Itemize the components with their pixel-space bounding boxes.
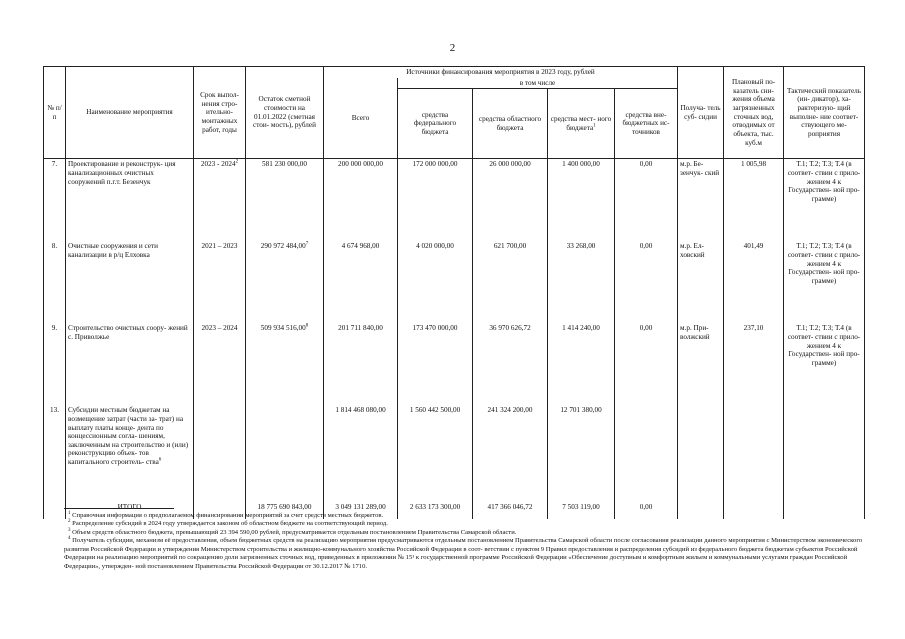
row-tactical: Т.1; Т.2; Т.3; Т.4 (в соответ- ствии с прило- жением 4 к Государствен- ной про- грамме)	[784, 241, 865, 323]
row13-recipient	[678, 405, 724, 495]
row-name: Строительство очистных соору- жений с. Приволжье	[66, 323, 194, 405]
header-tactical: Тактический показатель (ин- дикатор), ха- рактеризую- щий выполне- ние соответ- ствующего ме- роприятия	[784, 67, 865, 159]
row-offbudget: 0,00	[615, 323, 678, 405]
row-recipient: м.р. Бе- зенчук- ский	[678, 159, 724, 242]
row-tactical: Т.1; Т.2; Т.3; Т.4 (в соответ- ствии с прило- жением 4 к Государствен- ной про- грамме)	[784, 323, 865, 405]
row-regional: 36 970 626,72	[473, 323, 548, 405]
footnote-divider	[64, 508, 174, 509]
row13-offbudget	[615, 405, 678, 495]
header-balance: Остаток сметной стоимости на 01.01.2022 (сметная стои- мость), рублей	[246, 67, 324, 159]
row13-tactical	[784, 405, 865, 495]
header-local-sup: 1	[593, 123, 596, 129]
header-planned: Плановый по- казатель сни- жения объема загрязненных сточных вод, отводимых от объекта, тыс. куб.м	[724, 67, 784, 159]
row13-num: 13.	[44, 405, 66, 495]
row-tactical: Т.1; Т.2; Т.3; Т.4 (в соответ- ствии с прило- жением 4 к Государствен- ной про- грамме)	[784, 159, 865, 242]
header-offbudget: средства вне- бюджетных ис- точников	[615, 89, 678, 159]
total-local: 7 503 119,00	[548, 495, 615, 519]
row-federal: 4 020 000,00	[398, 241, 473, 323]
header-incl: в том числе	[398, 78, 678, 89]
row13-name-sup: 6	[158, 457, 162, 463]
row-recipient: м.р. Ел- ховский	[678, 241, 724, 323]
footnote	[64, 537, 864, 571]
header-name: Наименование мероприятия	[66, 67, 194, 159]
footnote-mark: 1	[68, 510, 71, 516]
row-balance	[246, 323, 324, 405]
row-planned: 1 005,98	[724, 159, 784, 242]
row-regional: 621 700,00	[473, 241, 548, 323]
row-federal: 173 470 000,00	[398, 323, 473, 405]
row-period	[194, 159, 246, 242]
row-period-text: 2023 - 2024	[200, 160, 236, 169]
row-num: 8.	[44, 241, 66, 323]
footnote-text: Объем средств областного бюджета, превышающий 23 394 590,00 рублей, предусматривается отдельным постановлением Правительства Самарской области.	[72, 528, 517, 536]
row-regional: 26 000 000,00	[473, 159, 548, 242]
total-offbudget: 0,00	[615, 495, 678, 519]
footnote-text: Распределение субсидий в 2024 году утверждается законом об областном бюджете на соответствующий период.	[72, 520, 388, 528]
row-total: 4 674 968,00	[324, 241, 398, 323]
header-num: № п/п	[44, 67, 66, 159]
row-name: Проектирование и реконструк- ция канализационных очистных сооружений п.г.т. Безенчук	[66, 159, 194, 242]
header-local	[548, 89, 615, 159]
row-balance-text: 509 934 516,00	[260, 324, 306, 333]
footnotes	[64, 512, 864, 571]
table-row	[44, 323, 865, 405]
row-balance	[246, 241, 324, 323]
row-period	[194, 241, 246, 323]
row13-name	[66, 405, 194, 495]
page-number: 2	[449, 42, 456, 54]
footnote-mark: 3	[68, 527, 71, 533]
row-balance-text: 290 972 484,00	[260, 242, 306, 251]
row13-planned	[724, 405, 784, 495]
header-sources-group: Источники финансирования мероприятия в 2023 году, рублей	[324, 67, 678, 78]
row-federal: 172 000 000,00	[398, 159, 473, 242]
header-recipient: Получа- тель суб- сидии	[678, 67, 724, 159]
row-local: 33 268,00	[548, 241, 615, 323]
footnote-mark: 4	[68, 536, 71, 542]
row-num: 7.	[44, 159, 66, 242]
table-row	[44, 241, 865, 323]
row-offbudget: 0,00	[615, 241, 678, 323]
total-label: ИТОГО	[66, 495, 194, 519]
row-balance-sup: 7	[305, 241, 309, 247]
total-federal: 2 633 173 300,00	[398, 495, 473, 519]
row-period-text: 2021 – 2023	[201, 242, 238, 251]
header-local-text: средства мест- ного бюджета	[550, 115, 612, 132]
row-total: 200 000 000,00	[324, 159, 398, 242]
header-row-1	[44, 67, 865, 78]
row-offbudget: 0,00	[615, 159, 678, 242]
row-num: 9.	[44, 323, 66, 405]
row-planned: 401,49	[724, 241, 784, 323]
total-total: 3 049 131 289,00	[324, 495, 398, 519]
row13-total: 1 814 468 080,00	[324, 405, 398, 495]
header-period: Срок выпол- нения стро- ительно- монтажных работ, годы	[194, 67, 246, 159]
row-period	[194, 323, 246, 405]
footnote-text: Справочная информация о предполагаемом финансировании мероприятий за счет средств местных бюджетов.	[72, 512, 384, 519]
header-total: Всего	[324, 78, 398, 159]
header-regional: средства областного бюджета	[473, 89, 548, 159]
row13-balance	[246, 405, 324, 495]
total-balance: 18 775 690 843,00	[246, 495, 324, 519]
row-balance-sup: 8	[305, 323, 309, 329]
footnote-mark: 2	[68, 519, 71, 525]
row-planned: 237,10	[724, 323, 784, 405]
row13-regional: 241 324 200,00	[473, 405, 548, 495]
row-recipient: м.р. При- волжский	[678, 323, 724, 405]
row-period-sup: 2	[235, 159, 239, 165]
row-balance	[246, 159, 324, 242]
header-federal: средства федерального бюджета	[398, 89, 473, 159]
table-row	[44, 159, 865, 242]
row-local: 1 400 000,00	[548, 159, 615, 242]
row13-local: 12 701 380,00	[548, 405, 615, 495]
table-row-13	[44, 405, 865, 495]
row-total: 201 711 840,00	[324, 323, 398, 405]
row-local: 1 414 240,00	[548, 323, 615, 405]
total-regional: 417 366 046,72	[473, 495, 548, 519]
row-balance-text: 581 230 000,00	[262, 160, 307, 169]
footnote-text: Получатель субсидии, механизм её предоставления, объем бюджетных средств на реализацию мероприятия предусматриваются отдельным постановлением Правительства Самарской области после согласования реализации данного мероприятия с Министерством экономического развития Российской Федерации и утверждения Министерством строительства и жилищно-коммунального хозяйства Российской Федерации в соот- ветствии с пунктом 9 Правил предоставления и распределения субсидий из федерального бюджета бюджетам субъектов Российской Федерации на реализацию мероприятий по сокращению доли загрязненных сточных вод, приведенных в приложении № 15¹ к государственной программе Российской Федерации «Обеспечение доступным и комфортным жильем и коммунальными услугами граждан Российской Федерации», утвержден- ной постановлением Правительства Российской Федерации от 30.12.2017 № 1710.	[64, 537, 863, 570]
row-name: Очистные сооружения и сети канализации в р/ц Елховка	[66, 241, 194, 323]
row13-name-text: Субсидии местным бюджетам на возмещение затрат (части за- трат) на выплату платы конце- дента по концессионным согла- шениям, заключенным на строительство и (или) реконструкцию объек- тов капитального строитель- ства	[68, 406, 189, 467]
row13-period	[194, 405, 246, 495]
footnote	[64, 520, 864, 528]
financing-table	[43, 66, 865, 519]
row13-federal: 1 560 442 500,00	[398, 405, 473, 495]
row-period-text: 2023 – 2024	[201, 324, 238, 333]
total-num	[44, 495, 66, 519]
